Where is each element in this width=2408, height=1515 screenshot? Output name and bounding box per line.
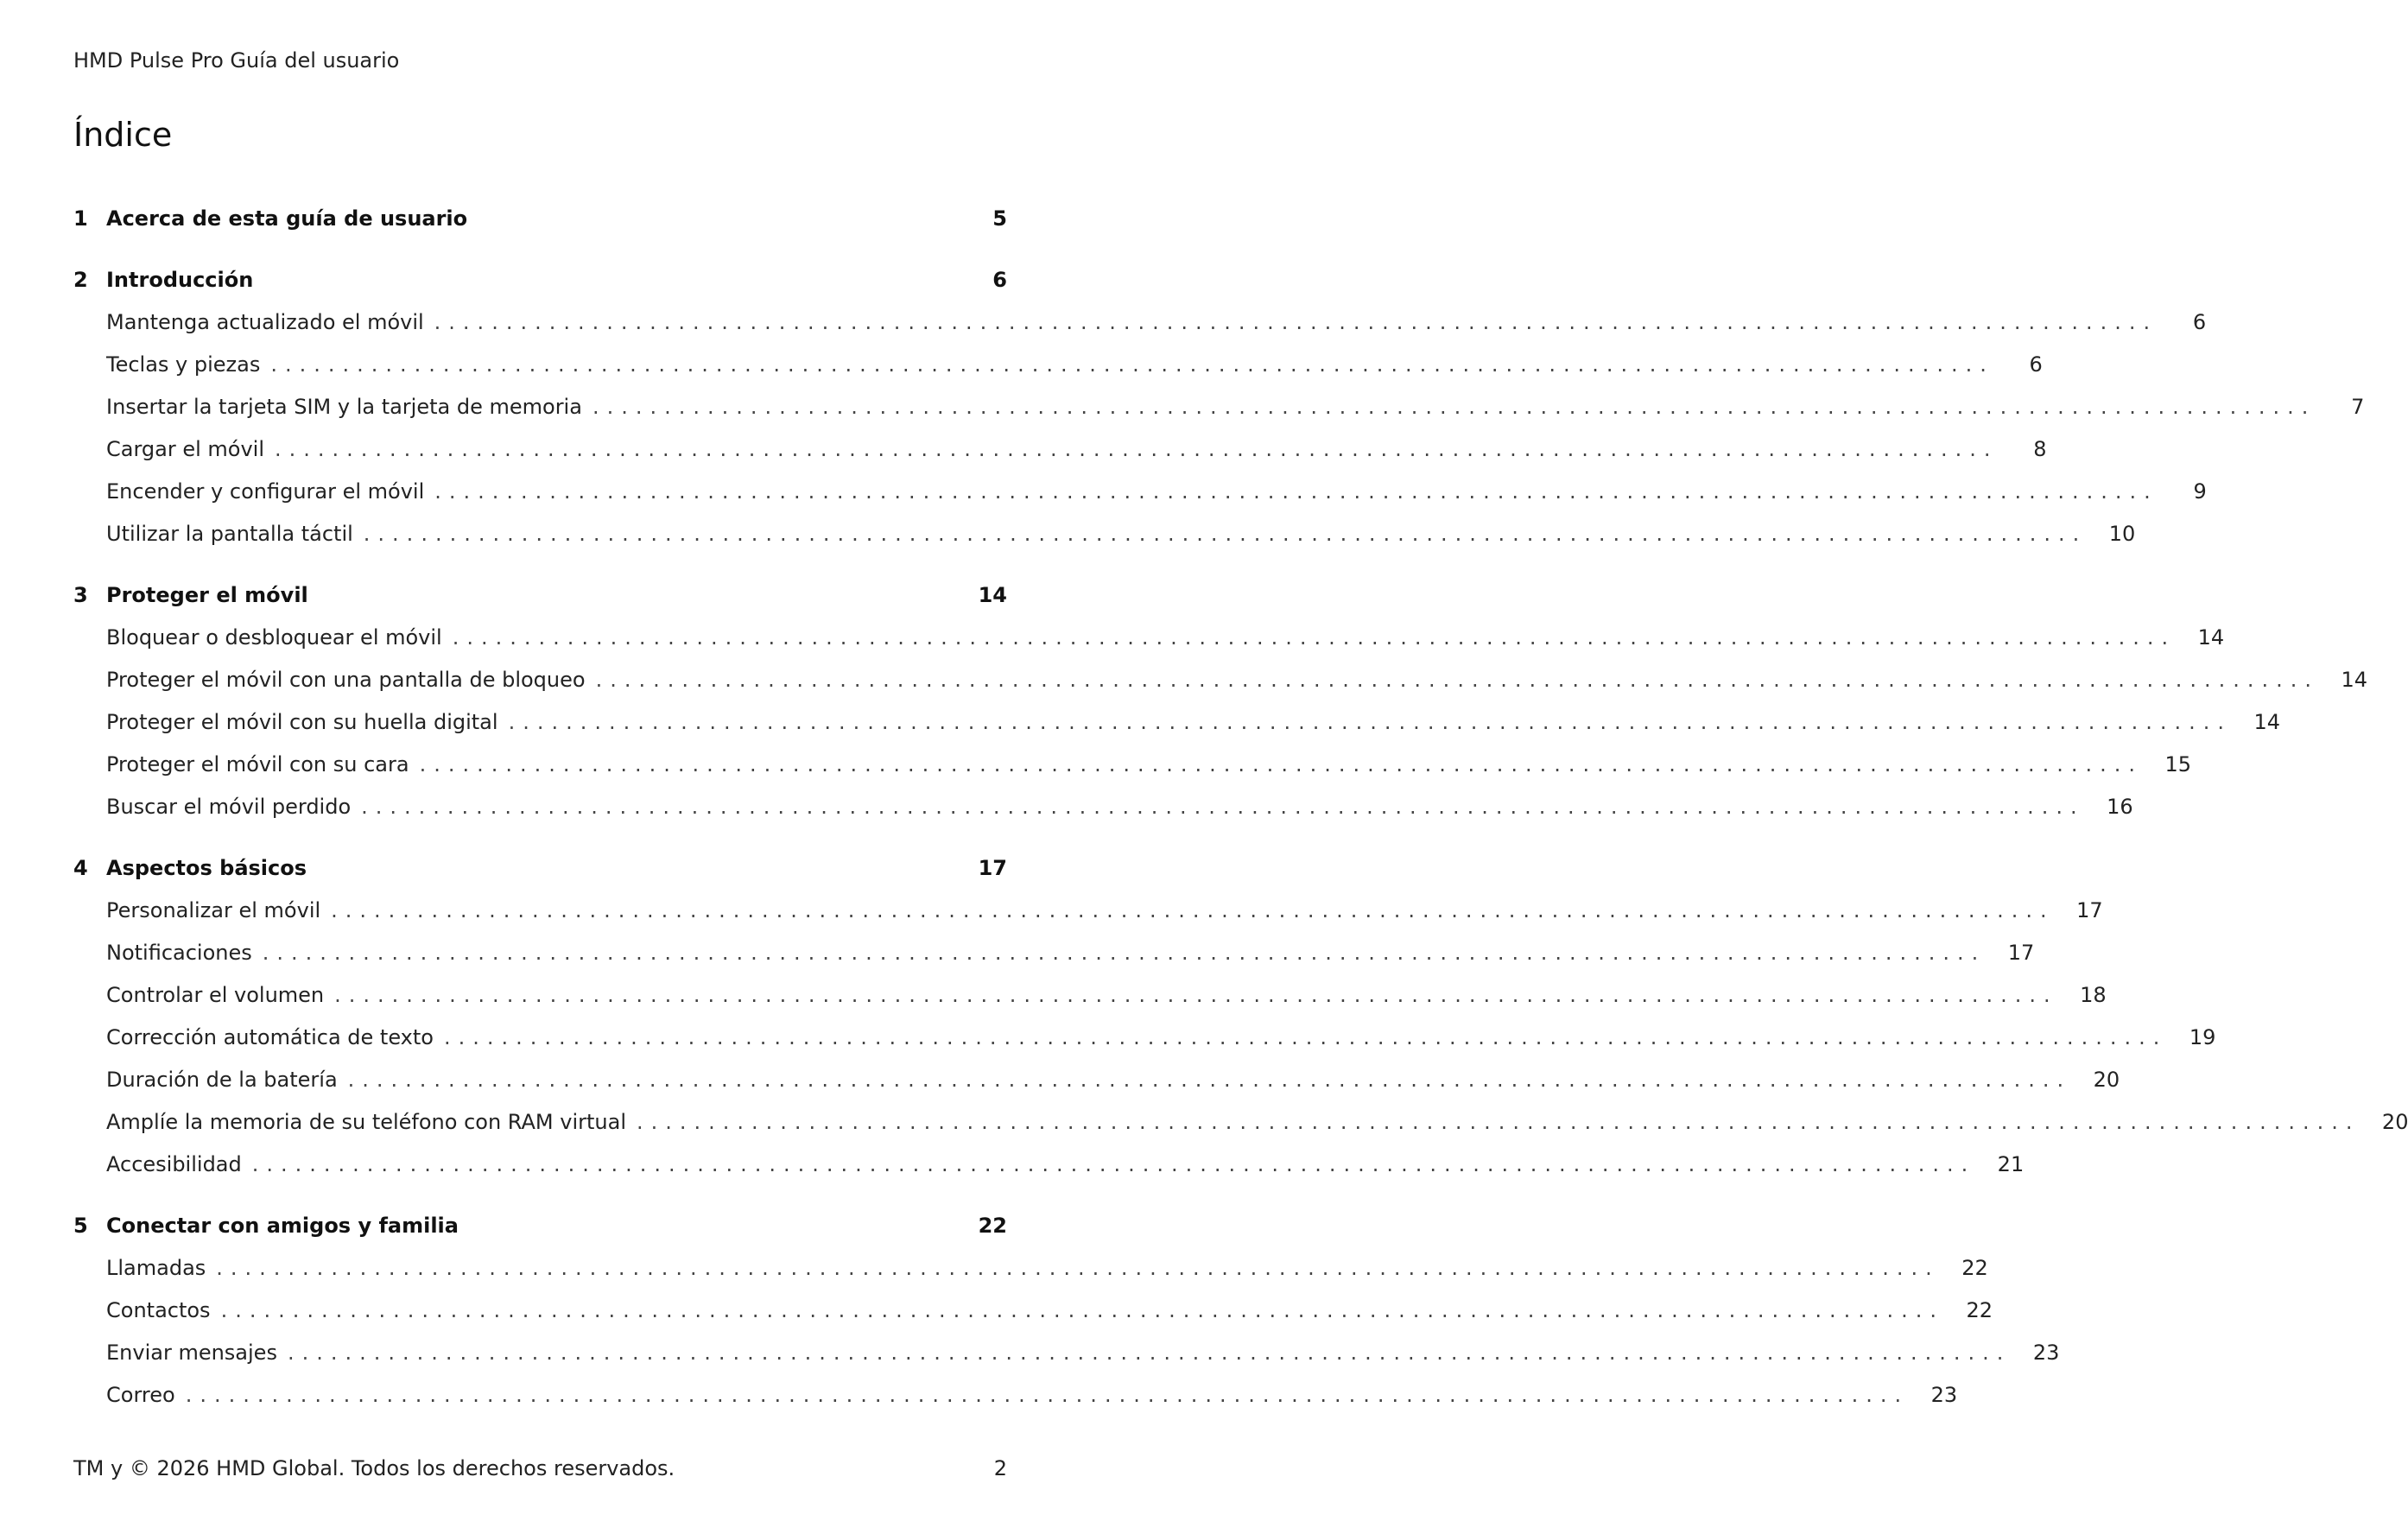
entry-title: Accesibilidad <box>106 1151 242 1176</box>
dot-leader: ........................................................................................................................ <box>508 709 2233 734</box>
toc-entry-row[interactable] <box>73 889 2103 931</box>
toc-entry-row[interactable] <box>73 931 2035 973</box>
entry-page-number: 22 <box>1961 1255 1988 1280</box>
toc-entry-row[interactable] <box>73 470 2207 512</box>
entry-title: Duración de la batería <box>106 1067 338 1092</box>
entry-page-number: 18 <box>2080 982 2107 1007</box>
chapter-title: Aspectos básicos <box>106 855 307 880</box>
entry-page-number: 9 <box>2193 479 2207 504</box>
chapter-title: Conectar con amigos y familia <box>106 1213 459 1238</box>
dot-leader: ........................................................................................................................ <box>262 940 1987 965</box>
chapter-title: Acerca de esta guía de usuario <box>106 206 468 231</box>
dot-leader: ........................................................................................................................ <box>275 436 1999 461</box>
chapter-title: Introducción <box>106 267 254 292</box>
entry-page-number: 19 <box>2189 1024 2216 1049</box>
dot-leader: ........................................................................................................................ <box>270 352 1994 377</box>
toc-chapter-row[interactable] <box>73 258 1007 301</box>
entry-page-number: 7 <box>2351 394 2365 419</box>
entry-page-number: 20 <box>2093 1067 2120 1092</box>
entry-title: Proteger el móvil con una pantalla de bloqueo <box>106 667 586 692</box>
entry-title: Llamadas <box>106 1255 206 1280</box>
dot-leader: ........................................................................................................................ <box>434 479 2158 504</box>
entry-title: Correo <box>106 1382 175 1407</box>
toc-entry-row[interactable] <box>73 512 2136 555</box>
entry-title: Proteger el móvil con su huella digital <box>106 709 498 734</box>
toc-entry-row[interactable] <box>73 1331 2060 1373</box>
toc-entry-row[interactable] <box>73 1016 2216 1058</box>
table-of-contents <box>73 197 2408 1435</box>
toc-entry-row[interactable] <box>73 1143 2025 1185</box>
entry-title: Amplíe la memoria de su teléfono con RAM virtual <box>106 1109 626 1134</box>
entry-page-number: 14 <box>2253 709 2281 734</box>
toc-entry-row[interactable] <box>73 385 2365 428</box>
toc-section <box>73 197 1007 239</box>
entry-title: Contactos <box>106 1297 211 1322</box>
page-footer <box>73 1456 1007 1480</box>
toc-entry-row[interactable] <box>73 973 2107 1016</box>
entry-page-number: 16 <box>2107 794 2133 819</box>
chapter-page-number: 6 <box>992 267 1007 292</box>
dot-leader: ........................................................................................................................ <box>287 1340 2012 1365</box>
dot-leader: ........................................................................................................................ <box>251 1151 1976 1176</box>
entry-title: Corrección automática de texto <box>106 1024 434 1049</box>
entry-page-number: 20 <box>2381 1109 2408 1134</box>
toc-entry-row[interactable] <box>73 700 2281 743</box>
toc-chapter-row[interactable] <box>73 197 1007 239</box>
toc-entry-row[interactable] <box>73 1373 1958 1416</box>
dot-leader: ........................................................................................................................ <box>434 309 2158 334</box>
toc-entry-row[interactable] <box>73 428 2047 470</box>
entry-page-number: 17 <box>2007 940 2035 965</box>
entry-title: Buscar el móvil perdido <box>106 794 352 819</box>
dot-leader: ........................................................................................................................ <box>347 1067 2072 1092</box>
entry-page-number: 10 <box>2108 521 2136 546</box>
toc-entry-row[interactable] <box>73 743 2192 785</box>
entry-title: Mantenga actualizado el móvil <box>106 309 424 334</box>
toc-chapter-row[interactable] <box>73 574 1007 616</box>
entry-title: Insertar la tarjeta SIM y la tarjeta de memoria <box>106 394 582 419</box>
toc-entry-row[interactable] <box>73 1100 2408 1143</box>
entry-title: Notificaciones <box>106 940 252 965</box>
toc-chapter-row[interactable] <box>73 1204 1007 1246</box>
entry-page-number: 6 <box>2029 352 2043 377</box>
page-number: 2 <box>993 1456 1007 1480</box>
copyright-notice: TM y © 2026 HMD Global. Todos los derechos reservados. <box>73 1456 675 1480</box>
dot-leader: ........................................................................................................................ <box>220 1297 1945 1322</box>
toc-entry-row[interactable] <box>73 1289 1993 1331</box>
entry-page-number: 15 <box>2164 751 2192 777</box>
page-title: Índice <box>73 116 173 154</box>
entry-page-number: 17 <box>2076 897 2103 922</box>
chapter-page-number: 5 <box>992 206 1007 231</box>
dot-leader: ........................................................................................................................ <box>361 794 2085 819</box>
chapter-page-number: 22 <box>978 1213 1007 1238</box>
entry-title: Personalizar el móvil <box>106 897 321 922</box>
entry-title: Cargar el móvil <box>106 436 265 461</box>
dot-leader: ........................................................................................................................ <box>334 982 2058 1007</box>
entry-title: Utilizar la pantalla táctil <box>106 521 353 546</box>
entry-title: Controlar el volumen <box>106 982 325 1007</box>
entry-page-number: 21 <box>1997 1151 2025 1176</box>
dot-leader: ........................................................................................................................ <box>216 1255 1940 1280</box>
toc-chapter-row[interactable] <box>73 846 1007 889</box>
chapter-title: Proteger el móvil <box>106 582 308 607</box>
entry-page-number: 14 <box>2341 667 2368 692</box>
entry-page-number: 23 <box>2032 1340 2060 1365</box>
chapter-number: 3 <box>73 582 88 607</box>
dot-leader: ........................................................................................................................ <box>595 667 2320 692</box>
entry-page-number: 14 <box>2197 624 2225 650</box>
entry-title: Bloquear o desbloquear el móvil <box>106 624 442 650</box>
entry-page-number: 6 <box>2192 309 2207 334</box>
toc-entry-row[interactable] <box>73 785 2133 827</box>
entry-title: Encender y configurar el móvil <box>106 479 425 504</box>
chapter-page-number: 17 <box>978 855 1007 880</box>
entry-title: Proteger el móvil con su cara <box>106 751 409 777</box>
chapter-number: 4 <box>73 855 88 880</box>
chapter-page-number: 14 <box>978 582 1007 607</box>
running-header: HMD Pulse Pro Guía del usuario <box>73 48 400 73</box>
toc-section <box>73 258 2365 555</box>
toc-entry-row[interactable] <box>73 616 2225 658</box>
dot-leader: ........................................................................................................................ <box>452 624 2177 650</box>
chapter-number: 2 <box>73 267 88 292</box>
toc-section <box>73 846 2408 1185</box>
entry-page-number: 23 <box>1930 1382 1958 1407</box>
dot-leader: ........................................................................................................................ <box>331 897 2055 922</box>
dot-leader: ........................................................................................................................ <box>185 1382 1910 1407</box>
toc-section <box>73 574 2368 827</box>
chapter-number: 1 <box>73 206 88 231</box>
chapter-number: 5 <box>73 1213 88 1238</box>
entry-title: Enviar mensajes <box>106 1340 277 1365</box>
toc-entry-row[interactable] <box>73 343 2043 385</box>
entry-page-number: 22 <box>1966 1297 1993 1322</box>
toc-entry-row[interactable] <box>73 1246 1988 1289</box>
entry-page-number: 8 <box>2033 436 2047 461</box>
dot-leader: ........................................................................................................................ <box>443 1024 2168 1049</box>
dot-leader: ........................................................................................................................ <box>592 394 2316 419</box>
entry-title: Teclas y piezas <box>106 352 261 377</box>
dot-leader: ........................................................................................................................ <box>419 751 2144 777</box>
toc-entry-row[interactable] <box>73 658 2368 700</box>
toc-entry-row[interactable] <box>73 1058 2120 1100</box>
toc-section <box>73 1204 2060 1416</box>
dot-leader: ........................................................................................................................ <box>363 521 2088 546</box>
toc-entry-row[interactable] <box>73 301 2207 343</box>
dot-leader: ........................................................................................................................ <box>637 1109 2360 1134</box>
